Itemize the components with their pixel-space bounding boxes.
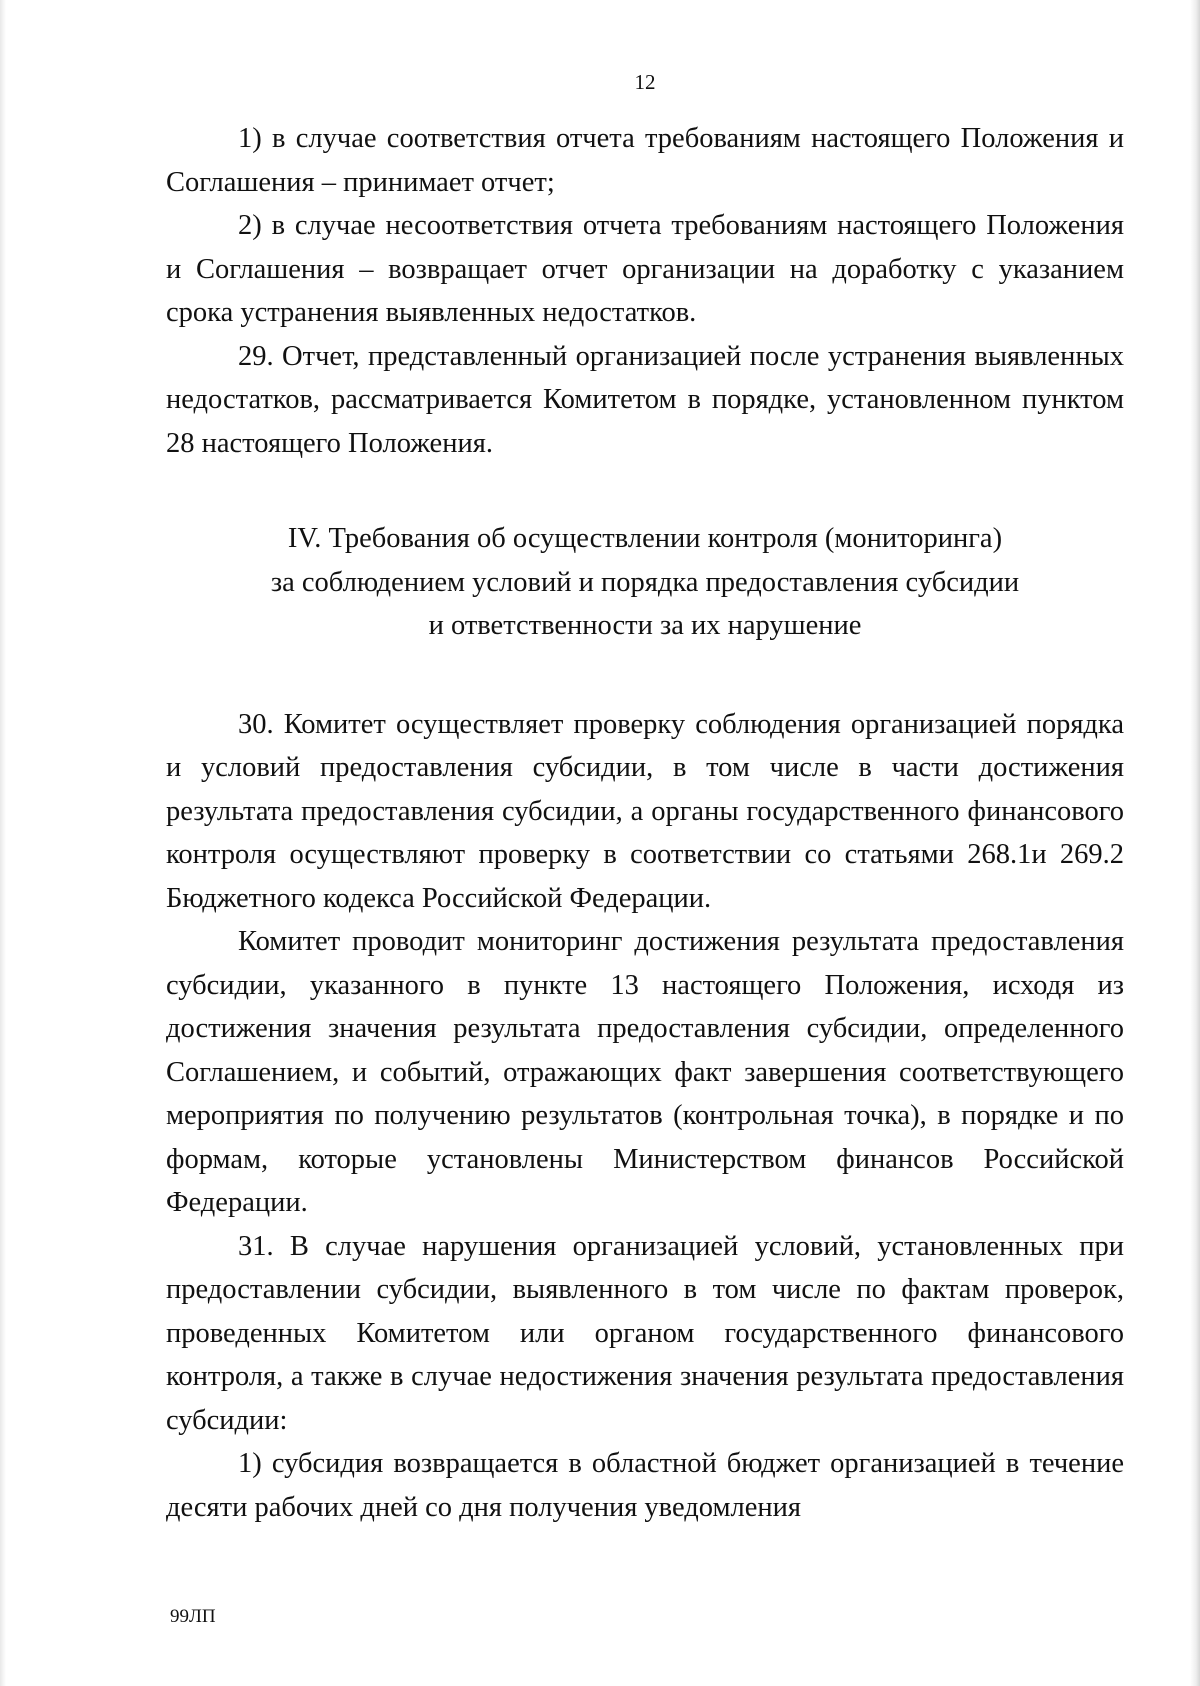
paragraph-item-2: 2) в случае несоответствия отчета требованиям настоящего Положения и Соглашения – возвращает отчет организации на доработку с указанием срока устранения выявленных недостатков. bbox=[166, 210, 1124, 328]
page-number: 12 bbox=[634, 70, 656, 94]
section-heading-line-1: IV. Требования об осуществлении контроля (мониторинга) bbox=[287, 523, 1003, 554]
paragraph-clause-30: 30. Комитет осуществляет проверку соблюдения организацией порядка и условий предоставления субсидии, в том числе в части достижения результата предоставления субсидии, а органы государственного финансового контроля осуществляют проверку в соответствии со статьями 268.1и 269.2 Бюджетного кодекса Российской Федерации. bbox=[166, 708, 1124, 914]
document-body bbox=[166, 117, 1124, 1529]
paragraph-clause-31: 31. В случае нарушения организацией условий, установленных при предоставлении субсидии, выявленного в том числе по фактам проверок, проведенных Комитетом или органом государственного финансового контроля, а также в случае недостижения значения результата предоставления субсидии: bbox=[166, 1230, 1124, 1436]
paragraph-clause-29: 29. Отчет, представленный организацией после устранения выявленных недостатков, рассматривается Комитетом в порядке, установленном пунктом 28 настоящего Положения. bbox=[166, 340, 1124, 459]
scan-edge-left bbox=[0, 0, 6, 1686]
footer-code: 99ЛП bbox=[170, 1606, 216, 1627]
section-heading-line-2: за соблюдением условий и порядка предоставления субсидии bbox=[270, 566, 1020, 598]
section-heading-line-3: и ответственности за их нарушение bbox=[428, 610, 862, 641]
paragraph-subitem-1: 1) субсидия возвращается в областной бюджет организацией в течение десяти рабочих дней со дня получения уведомления bbox=[166, 1448, 1124, 1523]
paragraph-item-1: 1) в случае соответствия отчета требованиям настоящего Положения и Соглашения – принимает отчет; bbox=[166, 123, 1124, 198]
paragraph-monitoring: Комитет проводит мониторинг достижения результата предоставления субсидии, указанного в пункте 13 настоящего Положения, исходя из достижения значения результата предоставления субсидии, определенного Соглашением, и событий, отражающих факт завершения соответствующего мероприятия по получению результатов (контрольная точка), в порядке и по формам, которые установлены Министерством финансов Российской Федерации. bbox=[166, 926, 1124, 1218]
scan-edge-right bbox=[1190, 0, 1200, 1686]
section-heading bbox=[166, 517, 1124, 648]
